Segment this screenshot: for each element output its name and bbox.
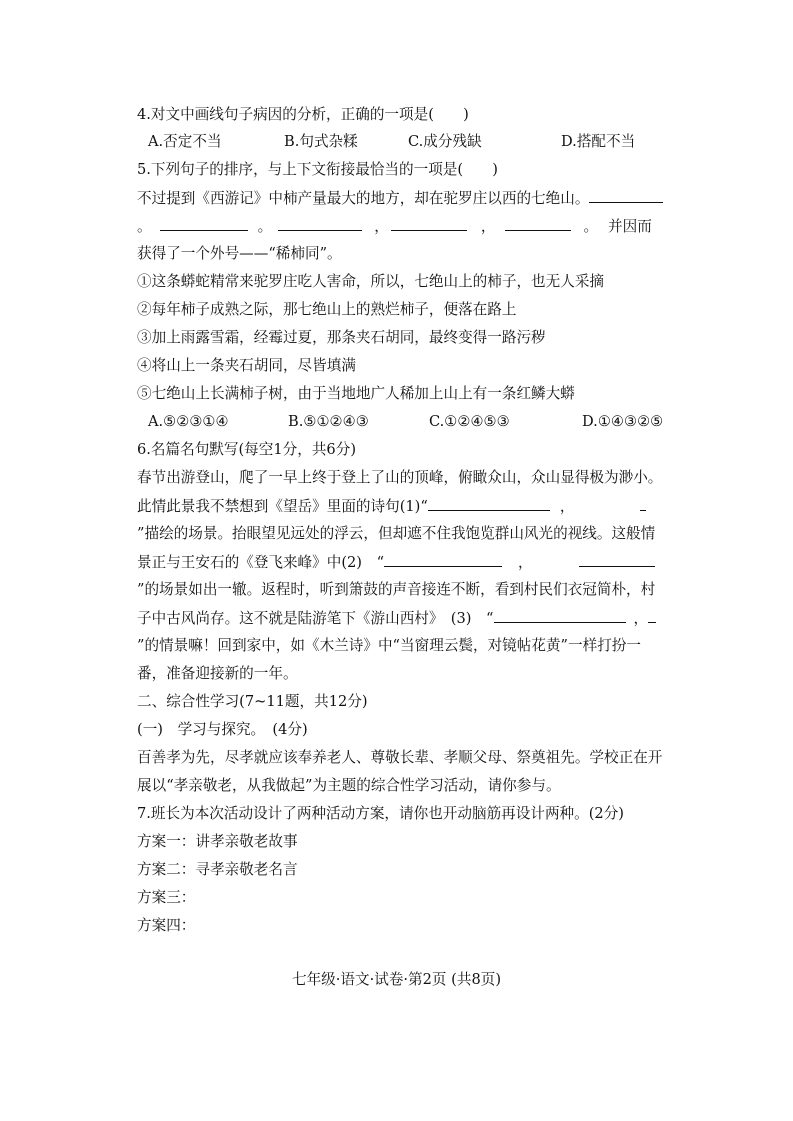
q4-option-b: B.句式杂糅	[284, 133, 358, 150]
q5-blank-4[interactable]	[391, 216, 467, 231]
q5-line2-tail: 并因而	[608, 218, 652, 235]
q5-blank-5[interactable]	[505, 216, 571, 231]
q6-stem: 6.名篇名句默写(每空1分，共6分)	[137, 441, 357, 458]
q7-plan-2: 方案二：寻孝亲敬老名言	[137, 861, 298, 878]
q7-plan-4: 方案四：	[137, 917, 196, 934]
section2-intro-2: 展以“孝亲敬老，从我做起”为主题的综合性学习活动，请你参与。	[137, 777, 561, 794]
q5-option-d: D.①④③②⑤	[582, 413, 664, 430]
q6-line3-quote: ”	[137, 525, 145, 542]
q6-blank-2a[interactable]	[384, 552, 502, 567]
q6-line6	[137, 608, 677, 629]
q6-line5: ”的场景如出一辙。返程时，听到箫鼓的声音接连不断，看到村民们衣冠简朴，村	[137, 581, 656, 598]
q5-blank-2[interactable]	[160, 216, 248, 231]
section2-title: 二、综合性学习(7~11题，共12分)	[137, 693, 368, 710]
q4-option-c: C.成分残缺	[408, 133, 482, 150]
q5-option-b: B.⑤①②④③	[288, 413, 369, 430]
q6-line1: 春节出游登山，爬了一早上终于登上了山的顶峰，俯瞰众山，众山显得极为渺小。	[137, 469, 663, 486]
q6-line4	[137, 552, 677, 573]
q6-blank-3b[interactable]	[648, 608, 656, 623]
q6-blank-2b[interactable]	[579, 552, 655, 567]
q5-item-2: ②每年柿子成熟之际，那七绝山上的熟烂柿子，便落在路上	[137, 301, 517, 318]
q5-mark-2: 。	[257, 218, 273, 235]
q5-mark-5: 。	[583, 218, 599, 235]
q5-item-3: ③加上雨露雪霜，经霉过夏，那条夹石胡同，最终变得一路污秽	[137, 329, 546, 346]
q6-line8: 番，准备迎接新的一年。	[137, 665, 298, 682]
q5-option-a: A.⑤②③①④	[148, 413, 229, 430]
section2-intro-1: 百善孝为先，尽孝就应该奉养老人、尊敬长辈、孝顺父母、祭奠祖先。学校正在开	[137, 749, 663, 766]
q5-mark-4: ，	[480, 218, 496, 235]
q5-text-line2	[137, 216, 677, 237]
q6-blank-1a[interactable]	[428, 496, 550, 511]
q6-line6-text: 子中古风尚存。这不就是陆游笔下《游山西村》 (3) “	[137, 610, 494, 627]
q6-line3-text: 描绘的场景。抬眼望见远处的浮云，但却遮不住我饱览群山风光的视线。这般情	[144, 525, 656, 542]
q7-plan-3: 方案三：	[137, 889, 196, 906]
q6-line3	[137, 524, 677, 544]
page-footer: 七年级·语文·试卷·第2页 (共8页)	[291, 971, 502, 988]
q4-option-d: D.搭配不当	[561, 133, 636, 150]
q6-line7: ”的情景嘛！回到家中，如《木兰诗》中“当窗理云鬓，对镜帖花黄”一样打扮一	[137, 637, 641, 654]
q5-item-4: ④将山上一条夹石胡同，尽皆填满	[137, 357, 356, 374]
q5-item-1: ①这条蟒蛇精常来驼罗庄吃人害命，所以，七绝山上的柿子，也无人采摘	[137, 273, 605, 290]
section2-subheading: (一) 学习与探究。 (4分)	[137, 721, 308, 738]
q6-line2-comma: ，	[559, 498, 575, 515]
q6-blank-3a[interactable]	[494, 608, 626, 623]
q5-item-5: ⑤七绝山上长满柿子树，由于当地地广人稀加上山上有一条红鳞大蟒	[137, 385, 575, 402]
q4-stem: 4.对文中画线句子病因的分析，正确的一项是( )	[137, 106, 469, 123]
q7-plan-1: 方案一：讲孝亲敬老故事	[137, 833, 298, 850]
q5-stem: 5.下列句子的排序，与上下文衔接最恰当的一项是( )	[137, 161, 498, 178]
q5-mark-3: ，	[374, 218, 389, 235]
q6-line4-comma: ，	[518, 554, 533, 571]
q4-options	[148, 132, 688, 152]
q5-mark-1: 。	[137, 218, 152, 235]
q6-line2	[137, 496, 677, 517]
q5-options	[148, 412, 688, 432]
q6-blank-1b[interactable]	[640, 496, 646, 511]
q5-text-line1	[137, 188, 677, 209]
q5-blank-3[interactable]	[278, 216, 362, 231]
q6-line2-text: 此情此景我不禁想到《望岳》里面的诗句(1)“	[137, 498, 428, 515]
q5-blank-1[interactable]	[589, 188, 663, 203]
q7-stem: 7.班长为本次活动设计了两种活动方案，请你也开动脑筋再设计两种。(2分)	[137, 805, 625, 822]
q4-option-a: A.否定不当	[148, 133, 222, 150]
q6-line4-text: 景正与王安石的《登飞来峰》中(2) “	[137, 554, 385, 571]
q5-option-c: C.①②④⑤③	[429, 413, 510, 430]
q5-text-line1-content: 不过提到《西游记》中柿产量最大的地方，却在驼罗庄以西的七绝山。	[137, 190, 590, 207]
q6-line6-comma: ，	[633, 610, 649, 627]
q5-text-line3: 获得了一个外号——“稀柿同”。	[137, 245, 342, 262]
